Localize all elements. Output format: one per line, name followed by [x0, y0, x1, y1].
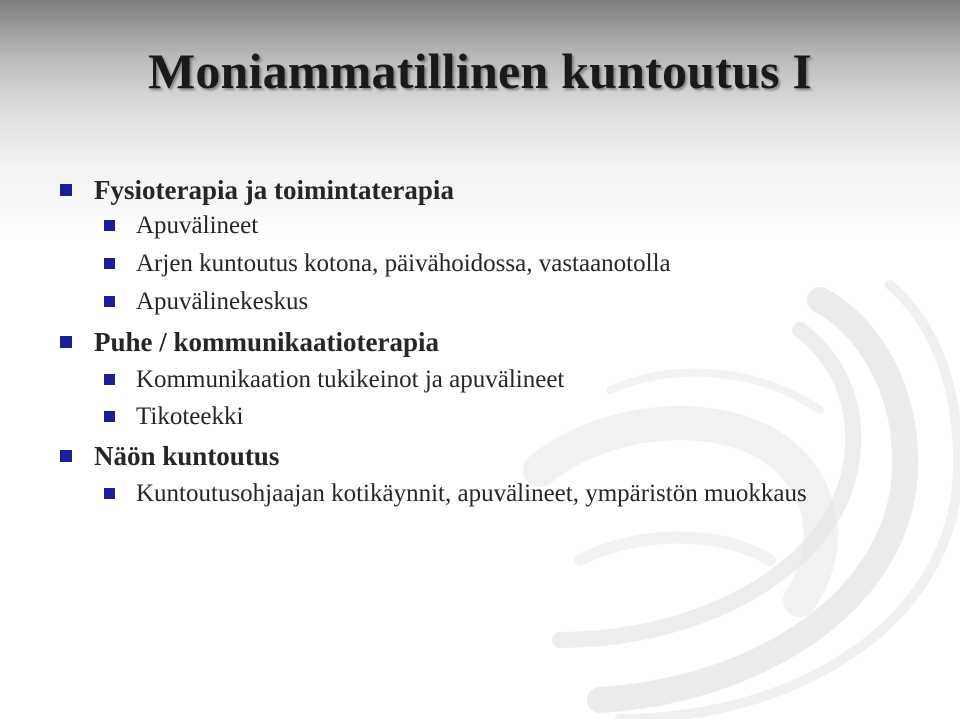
list-item-level1 — [60, 439, 279, 473]
list-item-text: Fysioterapia ja toimintaterapia — [94, 175, 454, 205]
list-item-text: Näön kuntoutus — [94, 441, 280, 471]
list-item-level1 — [60, 173, 454, 207]
list-item-text: Arjen kuntoutus kotona, päivähoidossa, vastaanotolla — [136, 250, 671, 277]
square-bullet-icon — [104, 296, 115, 307]
list-item-level2 — [104, 401, 243, 433]
list-item-text: Tikoteekki — [136, 403, 244, 430]
list-item-level1 — [60, 325, 439, 359]
slide-title: Moniammatillinen kuntoutus I — [147, 43, 813, 99]
list-item-level2 — [104, 248, 671, 280]
list-item-level2 — [104, 478, 856, 510]
list-item-text: Apuvälinekeskus — [136, 288, 309, 315]
list-item-level2 — [104, 364, 564, 396]
list-item-text: Kommunikaation tukikeinot ja apuvälineet — [136, 366, 565, 393]
list-item-level2 — [104, 286, 308, 318]
list-item-level2 — [104, 210, 258, 242]
list-item-text: Kuntoutusohjaajan kotikäynnit, apuvälineet, ympäristön muokkaus — [136, 480, 807, 507]
square-bullet-icon — [60, 336, 72, 348]
list-item-text: Apuvälineet — [136, 212, 259, 239]
square-bullet-icon — [104, 220, 115, 231]
list-item-text: Puhe / kommunikaatioterapia — [94, 327, 440, 357]
square-bullet-icon — [104, 411, 115, 422]
square-bullet-icon — [104, 374, 115, 385]
square-bullet-icon — [104, 258, 115, 269]
square-bullet-icon — [104, 488, 115, 499]
square-bullet-icon — [60, 450, 72, 462]
square-bullet-icon — [60, 184, 72, 196]
